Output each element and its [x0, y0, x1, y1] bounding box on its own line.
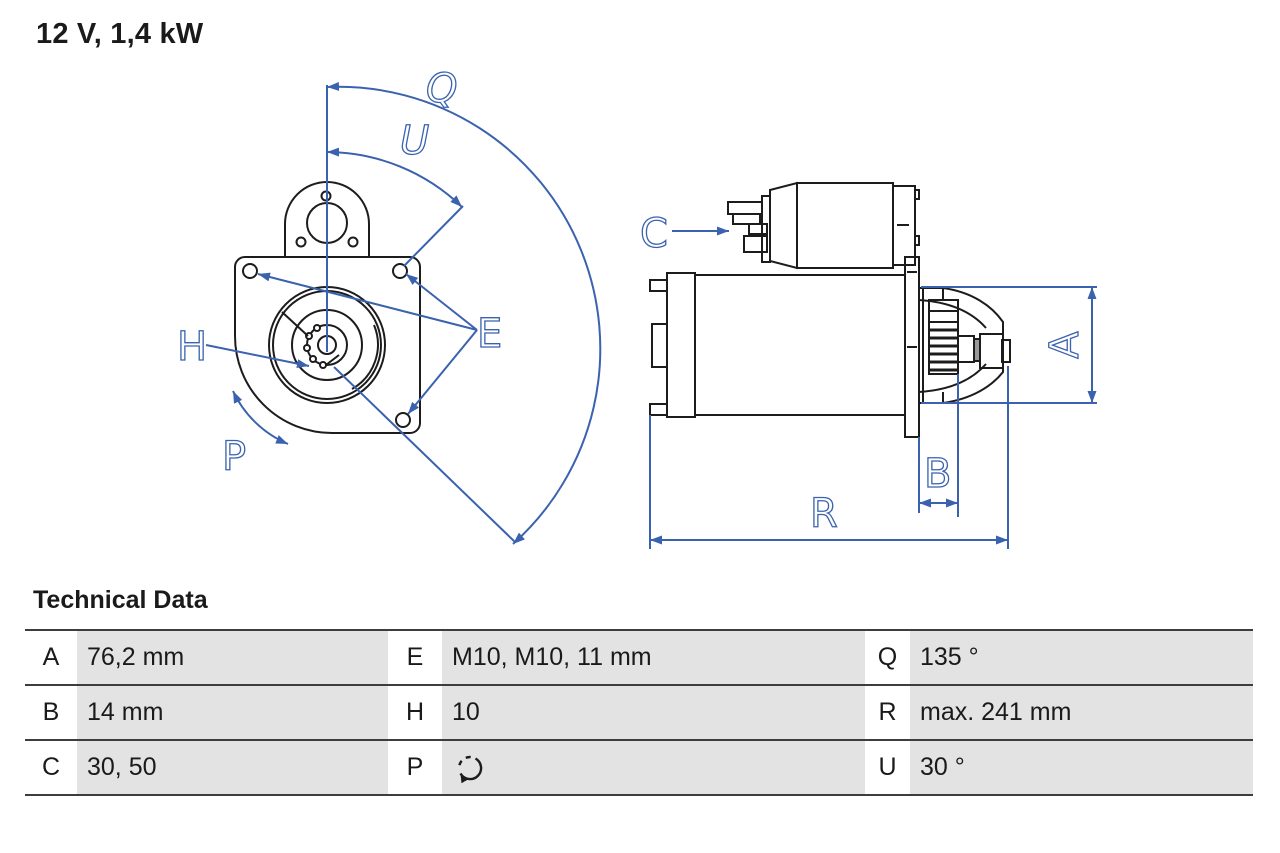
tech-value-cell: 10 [442, 686, 865, 739]
dim-label-a: A [1042, 331, 1088, 359]
tech-value-cell [442, 741, 865, 794]
tech-value-cell: 30 ° [910, 741, 1253, 794]
dim-label-b: B [924, 451, 952, 497]
tech-value-cell: 135 ° [910, 631, 1253, 684]
u-angle-arc [327, 152, 462, 207]
tech-key-cell: C [25, 741, 77, 794]
dim-label-e: E [477, 311, 503, 357]
tech-key-cell: P [388, 741, 442, 794]
tech-key-cell: U [865, 741, 910, 794]
dim-label-h: H [177, 324, 208, 370]
q-angle-arc [327, 87, 600, 544]
tech-value-cell: max. 241 mm [910, 686, 1253, 739]
tech-value-cell: 30, 50 [77, 741, 388, 794]
dim-label-u: U [400, 118, 430, 164]
tech-key-cell: E [388, 631, 442, 684]
technical-data-heading: Technical Data [33, 586, 208, 614]
tech-value-cell: 14 mm [77, 686, 388, 739]
side-view-drawing [650, 183, 1010, 437]
tech-key-cell: Q [865, 631, 910, 684]
dimension-annotations [206, 85, 1097, 549]
dim-label-p: P [222, 434, 247, 480]
rotation-direction-cw-icon [452, 751, 488, 785]
e-leader-line-3 [408, 330, 477, 414]
tech-key-cell: B [25, 686, 77, 739]
e-leader-line-1 [258, 274, 477, 330]
tech-key-cell: A [25, 631, 77, 684]
tech-value-cell: 76,2 mm [77, 631, 388, 684]
technical-data-table [25, 629, 1253, 796]
tech-key-cell: R [865, 686, 910, 739]
table-row [25, 739, 1253, 796]
tech-key-cell: H [388, 686, 442, 739]
u-radius-line [404, 206, 463, 266]
table-row [25, 629, 1253, 684]
dim-label-c: C [640, 211, 668, 257]
tech-value-cell: M10, M10, 11 mm [442, 631, 865, 684]
dim-label-r: R [810, 491, 838, 537]
dim-label-q: Q [426, 66, 458, 112]
table-row [25, 684, 1253, 739]
power-rating-title: 12 V, 1,4 kW [36, 18, 204, 50]
